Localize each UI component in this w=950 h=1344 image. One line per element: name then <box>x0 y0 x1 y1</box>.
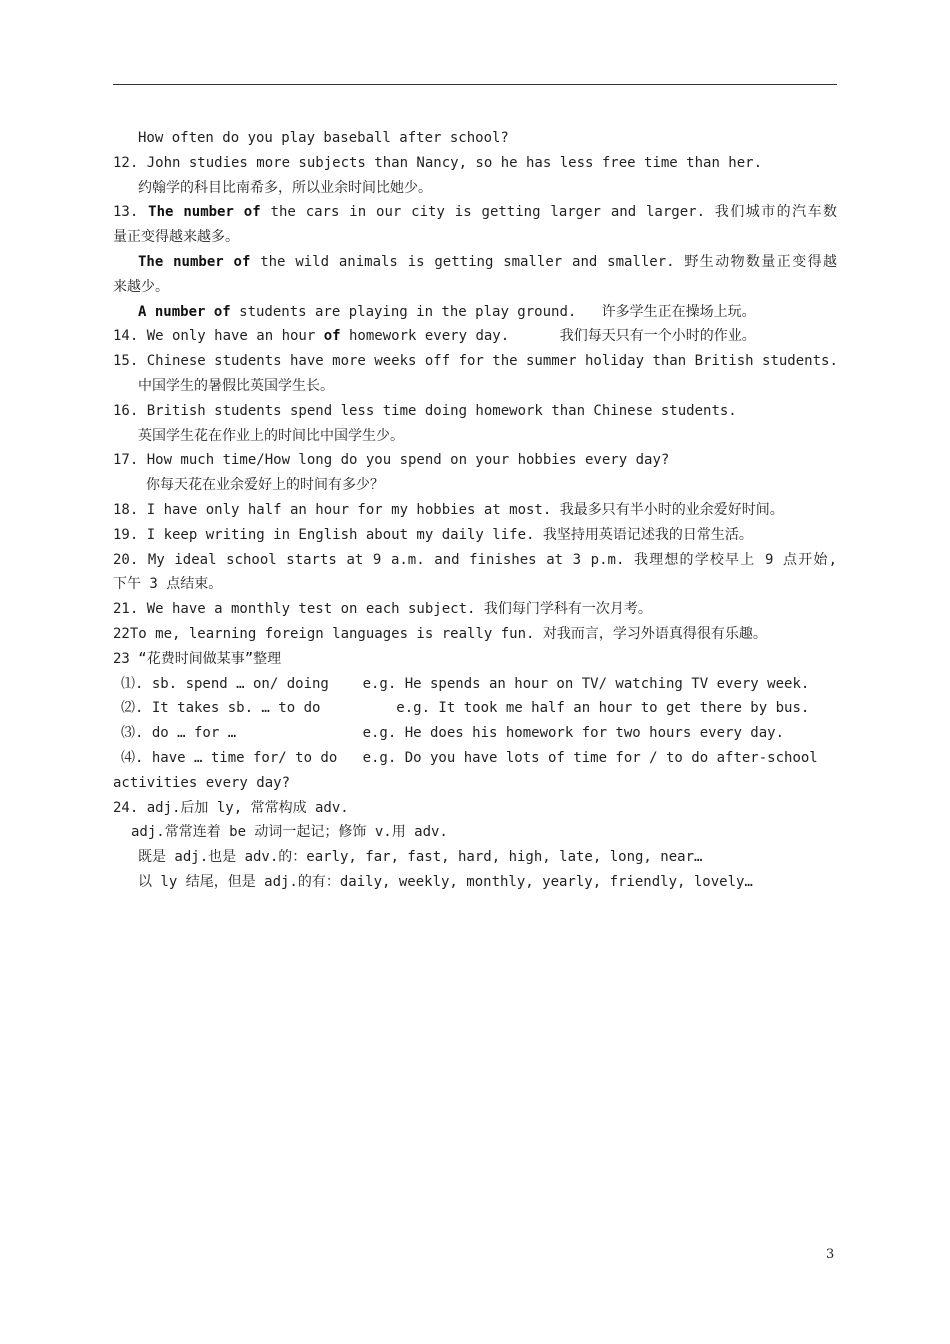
text-line: A number of students are playing in the play ground. 许多学生正在操场上玩。 <box>138 303 756 320</box>
text-line: activities every day? <box>113 774 291 791</box>
text-line: 15. Chinese students have more weeks off for the summer holiday than British students. <box>113 353 838 370</box>
document-body <box>113 126 837 895</box>
text-line: 13. The number of the cars in our city is getting larger and larger. 我们城市的汽车数 <box>113 204 838 221</box>
text-line: 中国学生的暑假比英国学生长。 <box>138 377 334 394</box>
text-line: 12. John studies more subjects than Nancy, so he has less free time than her. <box>113 154 763 171</box>
text-line: 以 ly 结尾，但是 adj.的有：daily, weekly, monthly, yearly, friendly, lovely… <box>138 873 753 890</box>
text-line: 来越少。 <box>113 278 169 295</box>
text-line: ⑷. have … time for/ to do e.g. Do you have lots of time for / to do after-school <box>121 749 818 766</box>
text-line: 16. British students spend less time doing homework than Chinese students. <box>113 402 737 419</box>
bold-phrase: A number of <box>138 303 231 320</box>
text-line: 18. I have only half an hour for my hobbies at most. 我最多只有半小时的业余爱好时间。 <box>113 501 784 518</box>
text-line: 20. My ideal school starts at 9 a.m. and finishes at 3 p.m. 我理想的学校早上 9 点开始, <box>113 551 837 568</box>
text-line: ⑵. It takes sb. … to do e.g. It took me half an hour to get there by bus. <box>121 700 810 717</box>
text-line: 21. We have a monthly test on each subject. 我们每门学科有一次月考。 <box>113 601 652 618</box>
text-line: 约翰学的科目比南希多，所以业余时间比她少。 <box>138 179 432 196</box>
text-line: How often do you play baseball after school? <box>138 130 509 146</box>
text-line: 英国学生花在作业上的时间比中国学生少。 <box>138 427 404 444</box>
text-line: ⑶. do … for … e.g. He does his homework for two hours every day. <box>121 725 785 742</box>
text-line: 量正变得越来越多。 <box>113 229 239 246</box>
text-line: 你每天花在业余爱好上的时间有多少？ <box>146 477 384 494</box>
bold-phrase: of <box>323 328 341 345</box>
bold-phrase: The number of <box>148 204 261 221</box>
text-line: 19. I keep writing in English about my daily life. 我坚持用英语记述我的日常生活。 <box>113 526 753 543</box>
text-line: 既是 adj.也是 adv.的：early, far, fast, hard, high, late, long, near… <box>138 849 703 866</box>
text-line: 23 “花费时间做某事”整理 <box>113 650 282 667</box>
text-line: 下午 3 点结束。 <box>113 576 223 593</box>
text-line: ⑴. sb. spend … on/ doing e.g. He spends an hour on TV/ watching TV every week. <box>121 675 810 692</box>
header-rule <box>113 84 837 85</box>
text-line: 24. adj.后加 ly, 常常构成 adv. <box>113 799 349 816</box>
page-number: 3 <box>826 1247 835 1262</box>
text-line: 22To me, learning foreign languages is really fun. 对我而言，学习外语真得很有乐趣。 <box>113 625 767 642</box>
text-line: 14. We only have an hour of homework every day. 我们每天只有一个小时的作业。 <box>113 328 756 345</box>
bold-phrase: The number of <box>138 253 251 270</box>
text-line: 17. How much time/How long do you spend on your hobbies every day? <box>113 452 670 469</box>
text-line: adj.常常连着 be 动词一起记；修饰 v.用 adv. <box>131 824 448 841</box>
text-line: The number of the wild animals is getting smaller and smaller. 野生动物数量正变得越 <box>138 253 837 270</box>
